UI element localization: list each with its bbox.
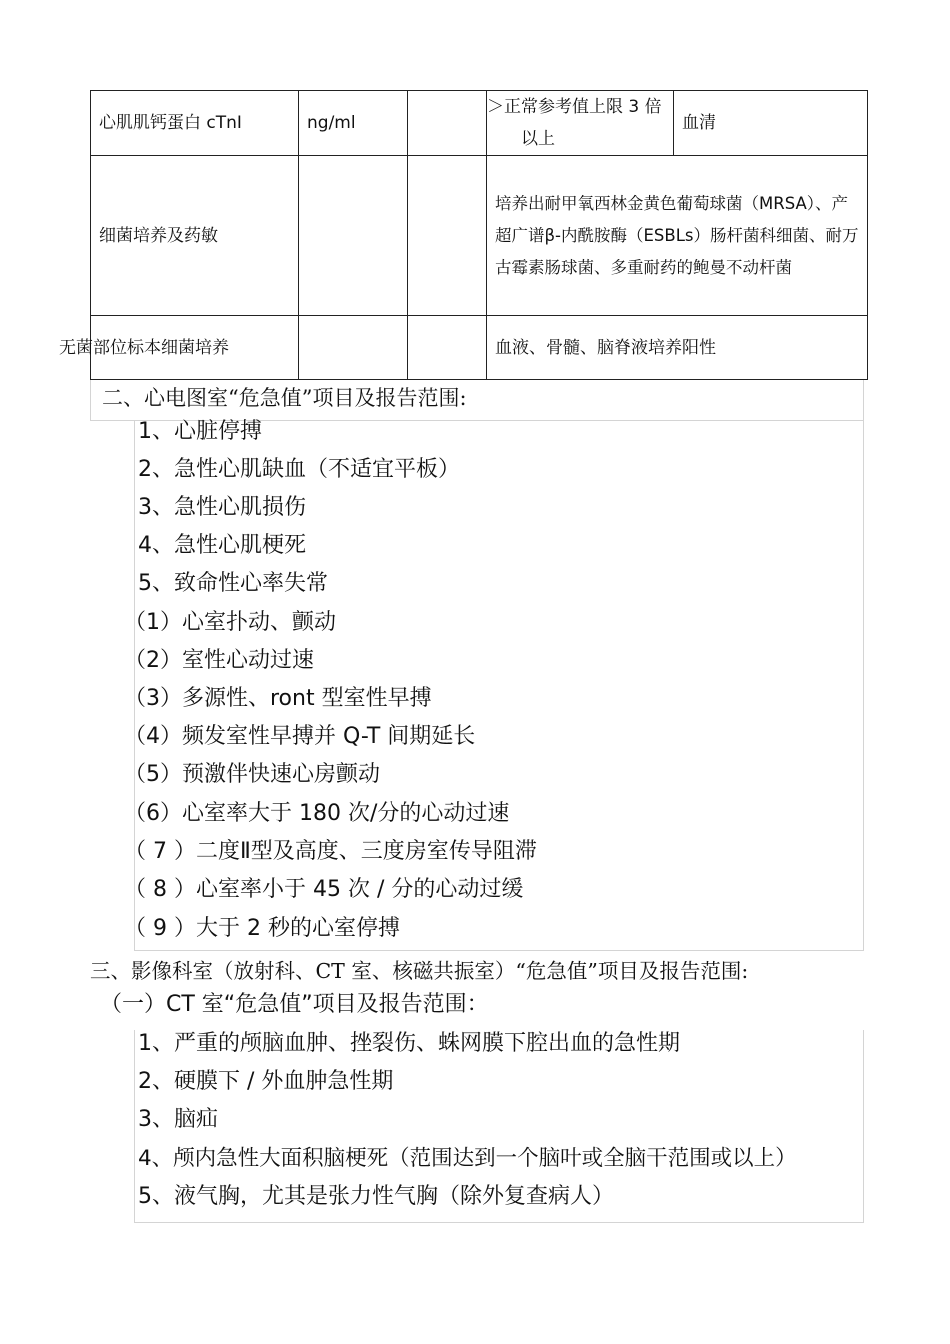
blank-cell — [408, 91, 487, 156]
blank-cell — [408, 156, 487, 316]
ecg-heading: 二、心电图室“危急值”项目及报告范围: — [102, 386, 467, 410]
list-item: 4、颅内急性大面积脑梗死（范围达到一个脑叶或全脑干范围或以上） — [138, 1146, 797, 1171]
list-item: 5、液气胸，尤其是张力性气胸（除外复查病人） — [138, 1184, 614, 1209]
item-cell: 心肌肌钙蛋白 cTnI — [91, 91, 299, 156]
unit-cell: ng/ml — [299, 91, 408, 156]
list-item: 5、致命性心率失常 — [138, 571, 328, 596]
item-cell: 无菌部位标本细菌培养 — [91, 316, 299, 380]
sub-list-item: （6）心室率大于 180 次/分的心动过速 — [124, 801, 510, 826]
range-line: 培养出耐甲氧西林金黄色葡萄球菌（MRSA）、产 — [495, 193, 849, 213]
table-row — [91, 316, 868, 380]
range-cell: 血液、骨髓、脑脊液培养阳性 — [487, 316, 868, 380]
list-item: 3、急性心肌损伤 — [138, 495, 306, 520]
sub-list-item: （5）预激伴快速心房颤动 — [124, 762, 380, 787]
item-cell: 细菌培养及药敏 — [91, 156, 299, 316]
unit-cell — [299, 156, 408, 316]
list-item: 1、严重的颅脑血肿、挫裂伤、蛛网膜下腔出血的急性期 — [138, 1031, 680, 1056]
ct-heading: （一）CT 室“危急值”项目及报告范围： — [100, 992, 489, 1017]
table-row — [91, 91, 868, 156]
list-item: 1、心脏停搏 — [138, 419, 262, 444]
range-line: 超广谱β-内酰胺酶（ESBLs）肠杆菌科细菌、耐万 — [495, 225, 859, 245]
list-item: 2、硬膜下 / 外血肿急性期 — [138, 1069, 394, 1094]
range-cell — [487, 156, 868, 316]
sub-list-item: （ 8 ）心室率小于 45 次 / 分的心动过缓 — [124, 877, 524, 902]
critical-value-table — [59, 90, 868, 380]
range-cell: ＞正常参考值上限 3 倍以上 — [487, 91, 674, 156]
list-item: 3、脑疝 — [138, 1107, 218, 1132]
sub-list-item: （ 9 ）大于 2 秒的心室停搏 — [124, 916, 400, 941]
list-item: 2、急性心肌缺血（不适宜平板） — [138, 457, 460, 482]
sub-list-item: （3）多源性、ront 型室性早搏 — [124, 686, 432, 711]
blank-cell — [408, 316, 487, 380]
sub-list-item: （4）频发室性早搏并 Q-T 间期延长 — [124, 724, 476, 749]
list-item: 4、急性心肌梗死 — [138, 533, 306, 558]
sub-list-item: （2）室性心动过速 — [124, 648, 314, 673]
sub-list-item: （1）心室扑动、颤动 — [124, 610, 336, 635]
sub-list-item: （ 7 ）二度Ⅱ型及高度、三度房室传导阻滞 — [124, 839, 537, 864]
imaging-heading: 三、影像科室（放射科、CT 室、核磁共振室）“危急值”项目及报告范围: — [90, 959, 749, 983]
range-line: 古霉素肠球菌、多重耐药的鲍曼不动杆菌 — [495, 257, 792, 277]
sample-cell: 血清 — [674, 91, 868, 156]
unit-cell — [299, 316, 408, 380]
table-row — [91, 156, 868, 316]
